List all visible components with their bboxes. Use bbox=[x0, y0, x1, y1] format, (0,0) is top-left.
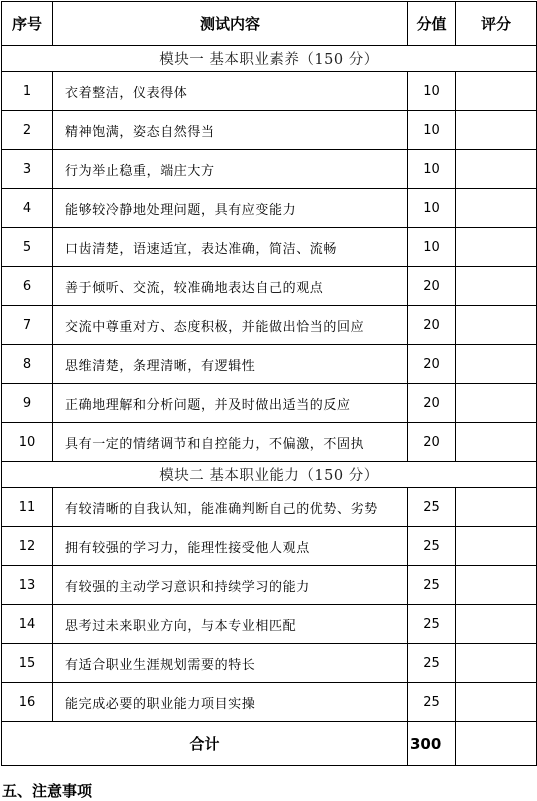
item-number: 1 bbox=[2, 72, 53, 111]
module-title: 模块二 基本职业能力（150 分） bbox=[2, 462, 537, 488]
item-rating-cell[interactable] bbox=[456, 644, 537, 683]
item-content: 思维清楚，条理清晰，有逻辑性 bbox=[53, 345, 408, 384]
module-row bbox=[2, 462, 537, 488]
item-rating-cell[interactable] bbox=[456, 189, 537, 228]
item-score: 25 bbox=[408, 527, 456, 566]
item-number: 15 bbox=[2, 644, 53, 683]
total-value: 300 bbox=[408, 722, 456, 766]
item-content: 口齿清楚，语速适宜，表达准确，简洁、流畅 bbox=[53, 228, 408, 267]
table-row bbox=[2, 306, 537, 345]
table-row bbox=[2, 384, 537, 423]
item-number: 4 bbox=[2, 189, 53, 228]
item-number: 9 bbox=[2, 384, 53, 423]
table-row bbox=[2, 423, 537, 462]
header-score: 分值 bbox=[408, 2, 456, 46]
item-content: 能够较冷静地处理问题，具有应变能力 bbox=[53, 189, 408, 228]
item-rating-cell[interactable] bbox=[456, 527, 537, 566]
item-number: 16 bbox=[2, 683, 53, 722]
header-rating: 评分 bbox=[456, 2, 537, 46]
item-score: 25 bbox=[408, 644, 456, 683]
item-score: 25 bbox=[408, 566, 456, 605]
item-content: 正确地理解和分析问题，并及时做出适当的反应 bbox=[53, 384, 408, 423]
item-rating-cell[interactable] bbox=[456, 150, 537, 189]
item-content: 有较清晰的自我认知，能准确判断自己的优势、劣势 bbox=[53, 488, 408, 527]
item-number: 14 bbox=[2, 605, 53, 644]
item-rating-cell[interactable] bbox=[456, 683, 537, 722]
item-rating-cell[interactable] bbox=[456, 384, 537, 423]
item-score: 10 bbox=[408, 228, 456, 267]
item-content: 衣着整洁，仪表得体 bbox=[53, 72, 408, 111]
item-score: 25 bbox=[408, 683, 456, 722]
scoring-table bbox=[1, 1, 537, 766]
table-row bbox=[2, 488, 537, 527]
item-rating-cell[interactable] bbox=[456, 306, 537, 345]
item-number: 3 bbox=[2, 150, 53, 189]
item-number: 10 bbox=[2, 423, 53, 462]
item-number: 12 bbox=[2, 527, 53, 566]
item-score: 25 bbox=[408, 605, 456, 644]
item-rating-cell[interactable] bbox=[456, 566, 537, 605]
header-content: 测试内容 bbox=[53, 2, 408, 46]
item-rating-cell[interactable] bbox=[456, 345, 537, 384]
item-score: 20 bbox=[408, 306, 456, 345]
section-heading-notes: 五、注意事项 bbox=[2, 782, 93, 800]
module-title: 模块一 基本职业素养（150 分） bbox=[2, 46, 537, 72]
item-score: 20 bbox=[408, 267, 456, 306]
table-row bbox=[2, 527, 537, 566]
item-score: 10 bbox=[408, 111, 456, 150]
table-row bbox=[2, 644, 537, 683]
table-row bbox=[2, 345, 537, 384]
table-header-row bbox=[2, 2, 537, 46]
item-rating-cell[interactable] bbox=[456, 72, 537, 111]
table-row bbox=[2, 267, 537, 306]
table-row bbox=[2, 683, 537, 722]
item-rating-cell[interactable] bbox=[456, 228, 537, 267]
item-number: 5 bbox=[2, 228, 53, 267]
table-row bbox=[2, 605, 537, 644]
module-row bbox=[2, 46, 537, 72]
item-rating-cell[interactable] bbox=[456, 267, 537, 306]
item-content: 有适合职业生涯规划需要的特长 bbox=[53, 644, 408, 683]
item-content: 善于倾听、交流，较准确地表达自己的观点 bbox=[53, 267, 408, 306]
item-score: 10 bbox=[408, 150, 456, 189]
item-number: 11 bbox=[2, 488, 53, 527]
item-content: 拥有较强的学习力，能理性接受他人观点 bbox=[53, 527, 408, 566]
table-row bbox=[2, 228, 537, 267]
item-rating-cell[interactable] bbox=[456, 605, 537, 644]
item-number: 13 bbox=[2, 566, 53, 605]
header-no: 序号 bbox=[2, 2, 53, 46]
item-score: 10 bbox=[408, 72, 456, 111]
item-rating-cell[interactable] bbox=[456, 488, 537, 527]
item-content: 行为举止稳重，端庄大方 bbox=[53, 150, 408, 189]
item-content: 有较强的主动学习意识和持续学习的能力 bbox=[53, 566, 408, 605]
table-row bbox=[2, 150, 537, 189]
item-content: 具有一定的情绪调节和自控能力，不偏激，不固执 bbox=[53, 423, 408, 462]
total-label: 合计 bbox=[2, 722, 408, 766]
item-score: 25 bbox=[408, 488, 456, 527]
item-score: 10 bbox=[408, 189, 456, 228]
item-score: 20 bbox=[408, 384, 456, 423]
table-row bbox=[2, 111, 537, 150]
table-row bbox=[2, 72, 537, 111]
item-number: 6 bbox=[2, 267, 53, 306]
item-rating-cell[interactable] bbox=[456, 111, 537, 150]
item-content: 思考过未来职业方向，与本专业相匹配 bbox=[53, 605, 408, 644]
total-row bbox=[2, 722, 537, 766]
total-rating-cell[interactable] bbox=[456, 722, 537, 766]
item-content: 精神饱满，姿态自然得当 bbox=[53, 111, 408, 150]
item-content: 交流中尊重对方、态度积极，并能做出恰当的回应 bbox=[53, 306, 408, 345]
item-score: 20 bbox=[408, 345, 456, 384]
item-score: 20 bbox=[408, 423, 456, 462]
table-row bbox=[2, 566, 537, 605]
item-number: 7 bbox=[2, 306, 53, 345]
item-content: 能完成必要的职业能力项目实操 bbox=[53, 683, 408, 722]
item-rating-cell[interactable] bbox=[456, 423, 537, 462]
table-body bbox=[2, 46, 537, 722]
item-number: 2 bbox=[2, 111, 53, 150]
item-number: 8 bbox=[2, 345, 53, 384]
table-row bbox=[2, 189, 537, 228]
